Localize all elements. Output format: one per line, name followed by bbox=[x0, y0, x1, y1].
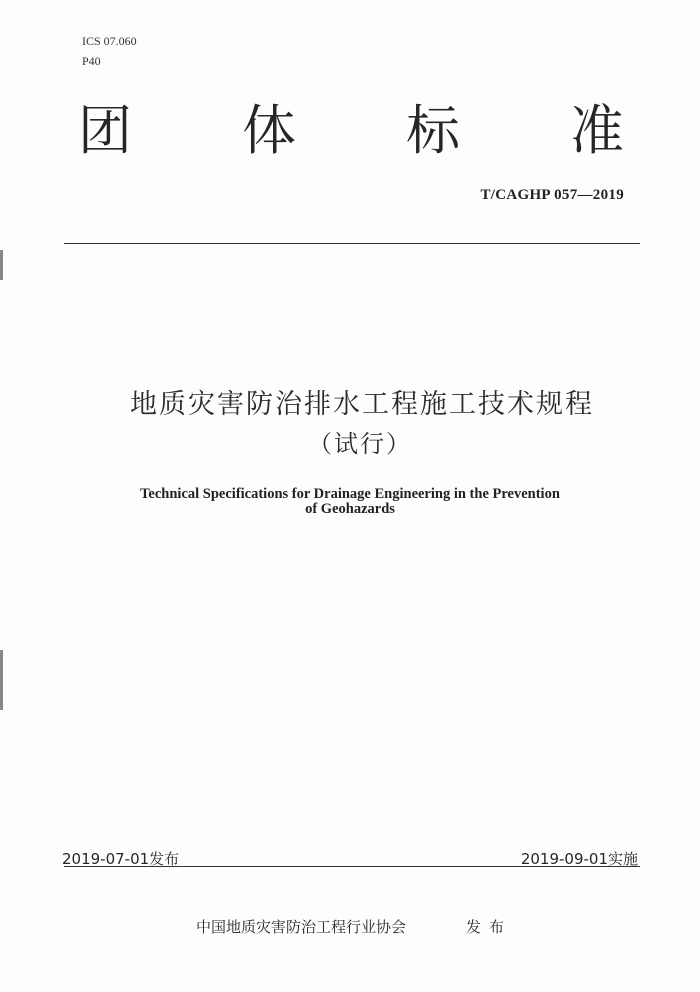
publish-action: 发布 bbox=[466, 918, 513, 936]
document-type-char: 准 bbox=[570, 99, 624, 162]
classification-code: P40 bbox=[82, 54, 101, 68]
bottom-divider bbox=[64, 866, 640, 867]
scan-edge-mark bbox=[0, 250, 3, 280]
ics-code: ICS 07.060 bbox=[82, 34, 137, 48]
scan-edge-mark bbox=[0, 650, 3, 710]
document-type-char: 标 bbox=[406, 99, 460, 162]
english-title-line2: of Geohazards bbox=[305, 501, 395, 517]
top-divider bbox=[64, 243, 640, 244]
publisher-name: 中国地质灾害防治工程行业协会 bbox=[196, 918, 407, 936]
implementation-date: 2019-09-01实施 bbox=[520, 850, 638, 868]
chinese-title: 地质灾害防治排水工程施工技术规程 bbox=[130, 389, 594, 420]
publish-date: 2019-07-01发布 bbox=[62, 850, 180, 868]
chinese-subtitle: （试行） bbox=[308, 430, 412, 458]
standard-number: T/CAGHP 057—2019 bbox=[480, 187, 624, 203]
english-title-line1: Technical Specifications for Drainage Engineering in the Prevention bbox=[140, 486, 560, 502]
document-type-char: 体 bbox=[242, 99, 296, 162]
document-type-char: 团 bbox=[78, 99, 132, 162]
document-type-heading bbox=[70, 96, 640, 166]
